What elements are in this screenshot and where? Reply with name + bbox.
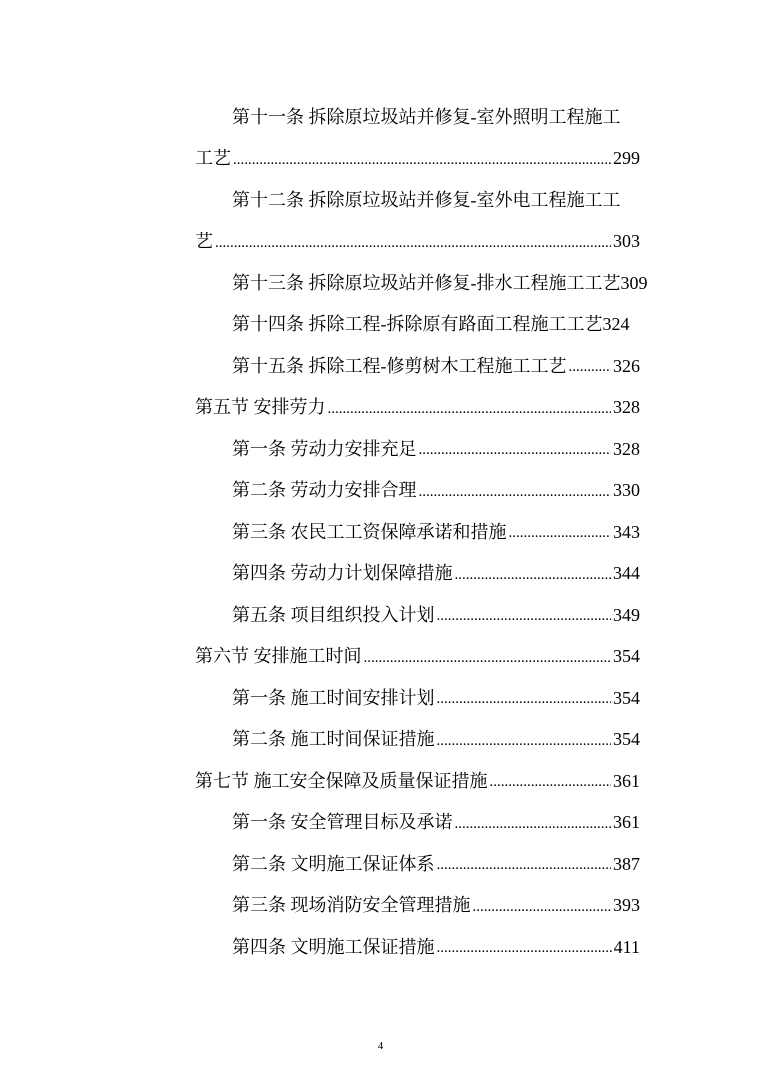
toc-entry-page-number: 393 (613, 895, 640, 916)
toc-entry-page-number: 328 (613, 438, 640, 459)
toc-dot-leader (419, 443, 612, 458)
toc-entry[interactable] (195, 179, 640, 221)
toc-dot-leader (437, 734, 612, 749)
toc-entry-page-number: 303 (613, 231, 640, 252)
toc-entry-title: 第三条 现场消防安全管理措施 (232, 895, 471, 916)
toc-entry-title: 第五节 安排劳力 (195, 397, 326, 418)
toc-entry[interactable] (195, 428, 640, 470)
toc-dot-leader (437, 858, 612, 873)
toc-entry-page-number: 411 (613, 936, 640, 957)
toc-entry-page-number: 354 (613, 646, 640, 667)
toc-entry-page-number: 361 (613, 812, 640, 833)
toc-entry[interactable] (195, 345, 640, 387)
toc-entry-title: 第二条 施工时间保证措施 (232, 729, 435, 750)
toc-entry-title: 第十三条 拆除原垃圾站并修复-排水工程施工工艺309 (232, 272, 648, 293)
toc-entry-page-number: 387 (613, 853, 640, 874)
toc-entry[interactable] (195, 636, 640, 678)
toc-dot-leader (328, 402, 612, 417)
toc-dot-leader (455, 817, 612, 832)
toc-entry-title: 第四条 文明施工保证措施 (232, 936, 435, 957)
toc-entry-page-number: 330 (613, 480, 640, 501)
toc-entry[interactable] (195, 138, 640, 180)
toc-entry[interactable] (195, 387, 640, 429)
toc-entry-page-number: 344 (613, 563, 640, 584)
toc-entry[interactable] (195, 594, 640, 636)
toc-entry-title: 第一条 劳动力安排充足 (232, 438, 417, 459)
toc-dot-leader (455, 568, 612, 583)
toc-entry[interactable] (195, 304, 640, 346)
toc-entry-page-number: 299 (613, 148, 640, 169)
toc-entry-title: 艺 (195, 231, 213, 252)
page-number: 4 (377, 1040, 384, 1052)
toc-entry[interactable] (195, 885, 640, 927)
toc-entry-title: 第二条 文明施工保证体系 (232, 853, 435, 874)
toc-dot-leader (437, 692, 612, 707)
toc-entry-title: 第五条 项目组织投入计划 (232, 604, 435, 625)
toc-entry[interactable] (195, 677, 640, 719)
toc-entry[interactable] (195, 926, 640, 968)
toc-dot-leader (419, 485, 612, 500)
toc-dot-leader (509, 526, 612, 541)
toc-dot-leader (569, 360, 612, 375)
toc-dot-leader (364, 651, 612, 666)
toc-entry-page-number: 361 (613, 770, 640, 791)
toc-dot-leader (233, 153, 611, 168)
toc-entry-title: 第三条 农民工工资保障承诺和措施 (232, 521, 507, 542)
toc-entry[interactable] (195, 719, 640, 761)
toc-entry-page-number: 328 (613, 397, 640, 418)
toc-entry-title: 第一条 施工时间安排计划 (232, 687, 435, 708)
toc-entry[interactable] (195, 96, 640, 138)
toc-entry[interactable] (195, 553, 640, 595)
toc-entry-title: 第十四条 拆除工程-拆除原有路面工程施工工艺324 (232, 314, 630, 335)
toc-entry-page-number: 343 (613, 521, 640, 542)
toc-entry-page-number: 354 (613, 687, 640, 708)
table-of-contents (195, 96, 648, 968)
toc-entry[interactable] (195, 262, 648, 304)
toc-entry[interactable] (195, 221, 640, 263)
toc-entry[interactable] (195, 511, 640, 553)
toc-entry[interactable] (195, 843, 640, 885)
toc-entry-title: 第七节 施工安全保障及质量保证措施 (195, 770, 488, 791)
toc-dot-leader (437, 941, 612, 956)
toc-entry-title: 第二条 劳动力安排合理 (232, 480, 417, 501)
toc-entry-title: 工艺 (195, 148, 231, 169)
toc-entry-page-number: 349 (613, 604, 640, 625)
toc-entry-title: 第十五条 拆除工程-修剪树木工程施工工艺 (232, 355, 567, 376)
toc-entry-page-number: 326 (613, 355, 640, 376)
toc-dot-leader (437, 609, 612, 624)
toc-dot-leader (490, 775, 612, 790)
toc-entry-title: 第一条 安全管理目标及承诺 (232, 812, 453, 833)
toc-entry-title: 第十二条 拆除原垃圾站并修复-室外电工程施工工 (232, 189, 621, 210)
toc-dot-leader (473, 900, 612, 915)
toc-entry[interactable] (195, 470, 640, 512)
toc-entry[interactable] (195, 802, 640, 844)
toc-entry-title: 第十一条 拆除原垃圾站并修复-室外照明工程施工 (232, 106, 621, 127)
toc-entry-page-number: 354 (613, 729, 640, 750)
toc-entry[interactable] (195, 760, 640, 802)
toc-entry-title: 第四条 劳动力计划保障措施 (232, 563, 453, 584)
toc-entry-title: 第六节 安排施工时间 (195, 646, 362, 667)
toc-dot-leader (215, 236, 611, 251)
